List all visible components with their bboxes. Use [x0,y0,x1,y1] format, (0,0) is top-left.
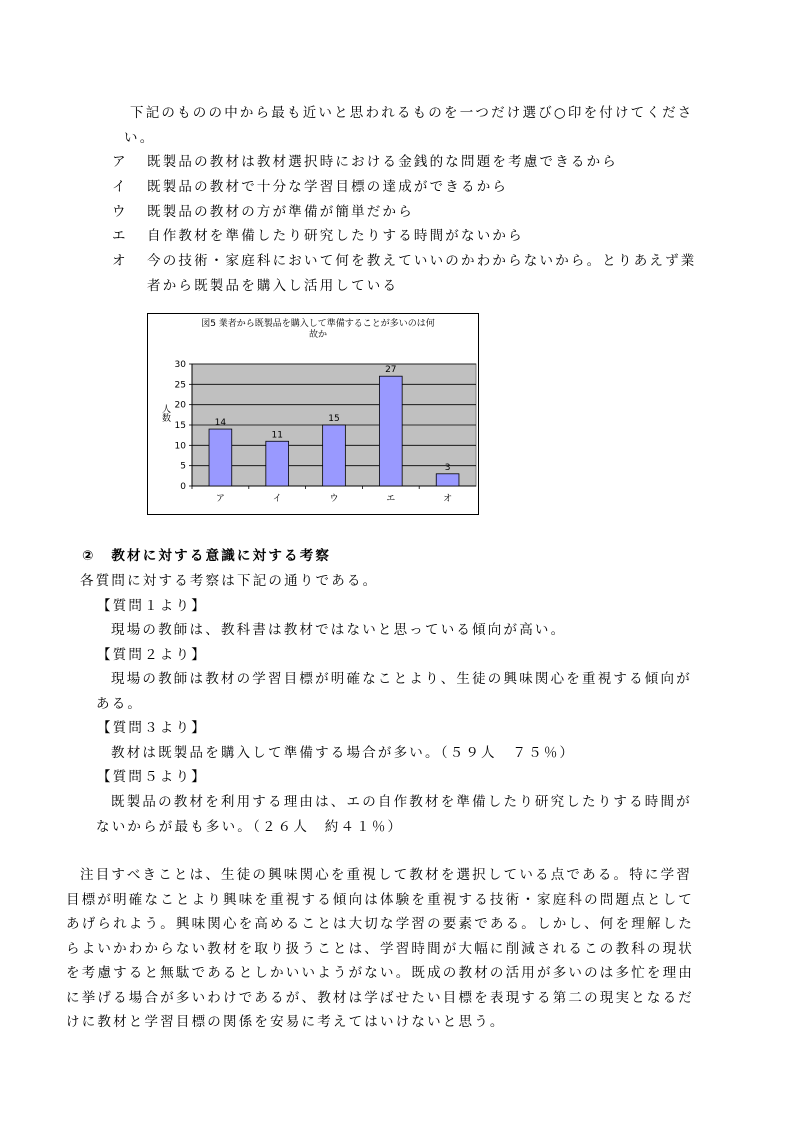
intro-line-1: 下記のものの中から最も近いと思われるものを一つだけ選び○印を付けてくださ [130,105,694,121]
option-text-o-1: 今の技術・家庭科において何を教えていいのかわからないから。とりあえず業 [147,253,697,269]
y-tick-label: 0 [180,482,186,492]
bar-5 [436,474,459,486]
bar-chart [148,314,478,514]
question-2-text-1: 現場の教師は教材の学習目標が明確なことより、生徒の興味関心を重視する傾向が [111,671,692,687]
section-heading: ② 教材に対する意識に対する考察 [82,548,332,564]
section-intro: 各質問に対する考察は下記の通りである。 [80,573,379,589]
paragraph-line-3: あげられよう。興味関心を高めることは大切な学習の要素である。しかし、何を理解した [66,916,694,932]
y-tick-label: 5 [180,461,186,472]
option-text-i: 既製品の教材で十分な学習目標の達成ができるから [147,179,509,195]
option-key-a: ア [112,154,128,170]
bar-1 [209,429,232,486]
x-tick-label: ウ [329,494,339,504]
paragraph-line-4: らよいかわからない教材を取り扱うことは、学習時間が大幅に削減されるこの教科の現状 [66,941,694,957]
question-3-text: 教材は既製品を購入して準備する場合が多い。（５９人 ７５％） [111,745,576,761]
chart-title-line-2: 故か [308,330,327,340]
paragraph-line-5: を考慮すると無駄であるとしかいいようがない。既成の教材の活用が多いのは多忙を理由 [66,965,694,981]
paragraph-line-6: に挙げる場合が多いわけであるが、教材は学ばせたい目標を表現する第二の現実となるだ [66,990,694,1006]
bar-3 [323,425,346,486]
question-2-text-2: ある。 [96,696,144,712]
y-axis-label: 人数 [160,404,170,422]
option-key-u: ウ [112,204,128,220]
chart-frame [147,313,479,515]
question-5-text-2: ないからが最も多い。（２６人 約４１％） [96,819,404,835]
data-label: 27 [385,365,397,376]
y-tick-label: 30 [174,360,186,370]
question-5-label: 【質問５より】 [97,769,207,785]
question-3-label: 【質問３より】 [97,720,207,736]
x-tick-label: エ [386,494,396,504]
chart-title-line-1: 図5 業者から既製品を購入して準備することが多いのは何 [201,319,435,329]
y-tick-label: 10 [174,441,186,452]
x-tick-label: ア [215,494,225,504]
data-label: 15 [328,414,340,424]
option-key-e: エ [112,228,128,244]
question-1-text: 現場の教師は、教科書は教材ではないと思っている傾向が高い。 [111,622,567,638]
option-text-a: 既製品の教材は教材選択時における金銭的な問題を考慮できるから [147,154,618,170]
intro-line-2: い。 [124,130,156,146]
x-tick-label: オ [443,494,453,504]
option-text-o-2: 者から既製品を購入し活用している [147,278,399,294]
paragraph-line-1: 注目すべきことは、生徒の興味関心を重視して教材を選択している点である。特に学習 [80,867,693,883]
data-label: 14 [214,418,227,429]
option-key-o: オ [112,253,128,269]
paragraph-line-2: 目標が明確なことより興味を重視する傾向は体験を重視する技術・家庭科の問題点として [66,892,694,908]
option-text-e: 自作教材を準備したり研究したりする時間がないから [147,228,524,244]
data-label: 3 [444,462,451,473]
paragraph-line-7: けに教材と学習目標の関係を安易に考えてはいけないと思う。 [66,1014,506,1030]
x-tick-label: イ [272,494,282,504]
question-1-label: 【質問１より】 [97,598,207,614]
bar-2 [266,441,289,486]
option-text-u: 既製品の教材の方が準備が簡単だから [147,204,414,220]
question-5-text-1: 既製品の教材を利用する理由は、エの自作教材を準備したり研究したりする時間が [111,794,692,810]
y-tick-label: 25 [174,380,186,391]
bar-4 [379,376,402,486]
question-2-label: 【質問２より】 [97,647,207,663]
y-tick-label: 20 [174,400,186,411]
option-key-i: イ [112,179,128,195]
data-label: 11 [271,430,283,441]
y-tick-label: 15 [174,421,186,431]
